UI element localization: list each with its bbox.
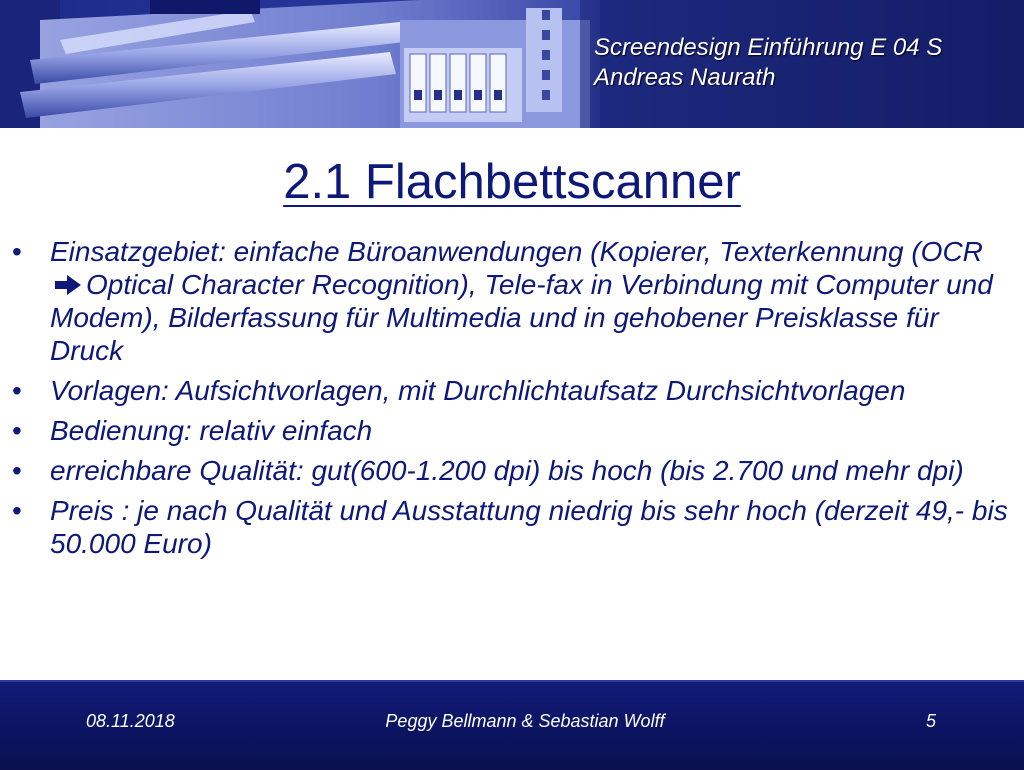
bullet-item-bedienung [8,414,1016,447]
bullet-dot-icon: • [12,495,22,526]
bullet-text: Vorlagen: Aufsichtvorlagen, mit Durchlichtaufsatz Durchsichtvorlagen [50,375,906,406]
bullet-text: Optical Character Recognition), Tele-fax in Verbindung mit Computer und Modem), Bilderfassung für Multimedia und in gehobener Preisklasse für Druck [50,269,993,366]
bullet-dot-icon: • [12,415,22,446]
bullet-item-einsatzgebiet [8,235,1016,367]
right-arrow-icon [53,273,83,297]
header-text [594,33,942,93]
bullet-item-vorlagen [8,374,1016,407]
page-number: 5 [926,711,937,731]
header-banner [0,0,1024,128]
slide-footer [0,680,1024,770]
course-title: Screendesign Einführung E 04 S [594,34,943,61]
bullet-text: Preis : je nach Qualität und Ausstattung niedrig bis sehr hoch (derzeit 49,- bis 50.000 Euro) [50,495,1008,559]
footer-date: 08.11.2018 [86,711,175,731]
author-name: Andreas Naurath [594,64,776,91]
bullet-text: erreichbare Qualität: gut(600-1.200 dpi) bis hoch (bis 2.700 und mehr dpi) [50,455,964,486]
bullet-dot-icon: • [12,375,22,406]
footer-authors: Peggy Bellmann & Sebastian Wolff [385,711,665,731]
bullet-text: Einsatzgebiet: einfache Büroanwendungen (Kopierer, Texterkennung (OCR [50,236,983,267]
bullet-dot-icon: • [12,455,22,486]
bullet-item-preis [8,494,1016,560]
bullet-list [8,235,1016,567]
bullet-item-qualitaet [8,454,1016,487]
slide-title [0,150,1024,214]
bullet-dot-icon: • [12,236,22,267]
bullet-text: Bedienung: relativ einfach [50,415,373,446]
slide-title-text: 2.1 Flachbettscanner [283,155,741,209]
